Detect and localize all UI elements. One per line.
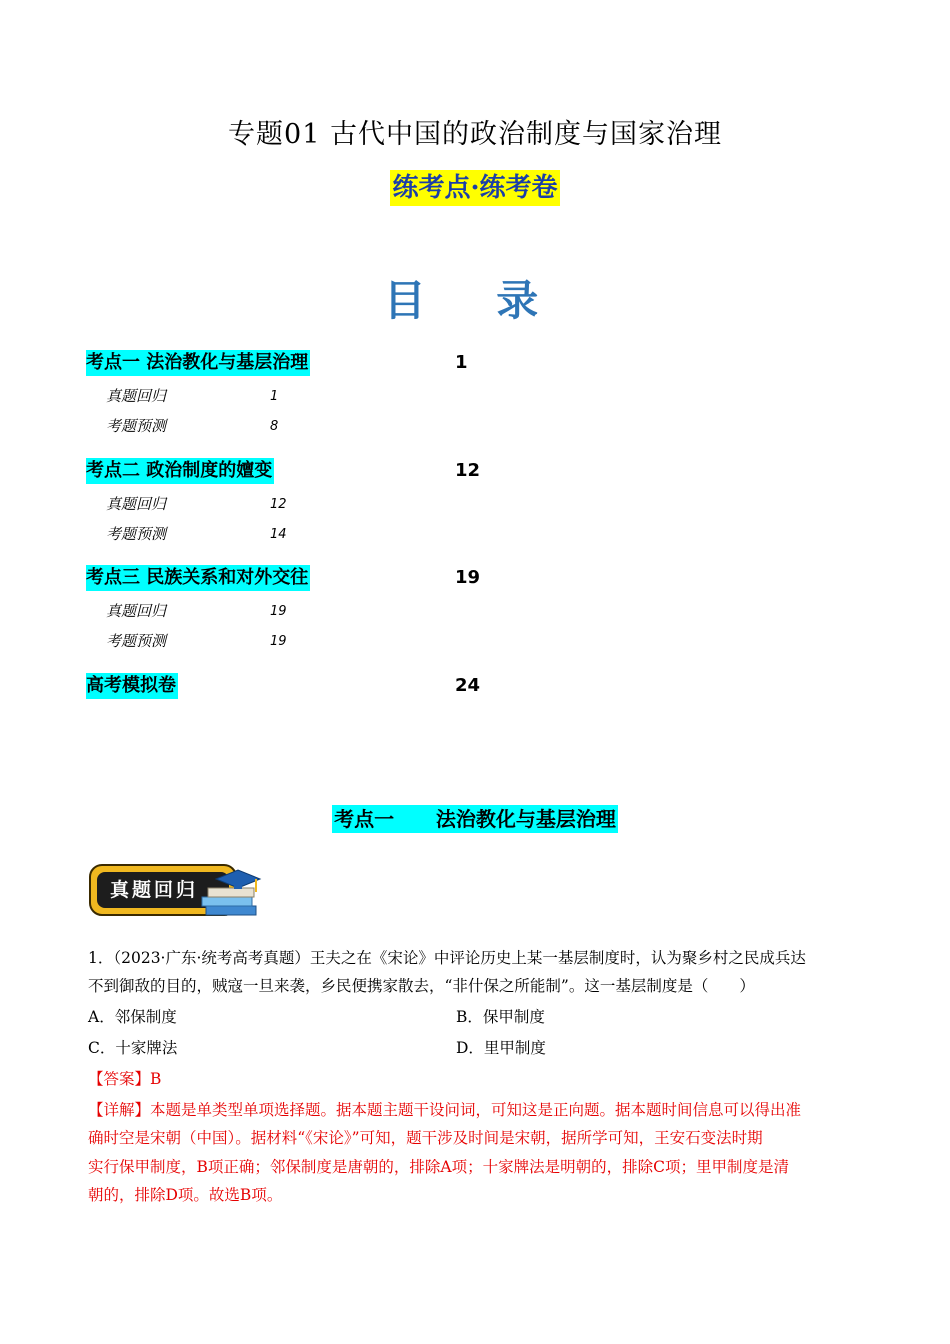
toc-section-1-item-2-page: 8 [270, 419, 279, 434]
toc-section-1-item-1[interactable]: 真题回归 [106, 387, 167, 405]
document-subtitle: 练考点·练考卷 [390, 170, 559, 206]
explanation-line-3: 实行保甲制度，B项正确；邻保制度是唐朝的，排除A项；十家牌法是明朝的，排除C项；里甲制度是清 [88, 1158, 789, 1176]
explanation-line-2: 确时空是宋朝（中国）。据材料“《宋论》”可知，题干涉及时间是宋朝，据所学可知，王安石变法时期 [88, 1129, 763, 1147]
question-stem-line-1: 1．（2023·广东·统考高考真题）王夫之在《宋论》中评论历史上某一基层制度时，认为聚乡村之民成兵达 [88, 949, 806, 967]
toc-section-2-item-2-page: 14 [270, 527, 287, 542]
toc-heading: 目 录 [383, 276, 567, 325]
option-b: B．保甲制度 [456, 1008, 545, 1026]
document-title: 专题01 古代中国的政治制度与国家治理 [228, 119, 722, 150]
subtitle-wrap [0, 170, 950, 206]
toc-section-3-item-2[interactable]: 考题预测 [106, 632, 167, 650]
section-heading-wrap [0, 805, 950, 833]
toc-section-3-link[interactable]: 考点三 民族关系和对外交往 [86, 565, 310, 591]
toc-section-1-item-1-page: 1 [270, 389, 279, 404]
toc-section-1-page: 1 [455, 352, 468, 373]
section-heading: 考点一 法治教化与基层治理 [334, 807, 616, 831]
real-exam-badge [88, 862, 263, 924]
toc-section-4-link[interactable]: 高考模拟卷 [86, 673, 178, 699]
toc-section-1-link[interactable]: 考点一 法治教化与基层治理 [86, 350, 310, 376]
toc-section-2-link[interactable]: 考点二 政治制度的嬗变 [86, 458, 274, 484]
option-d: D．里甲制度 [456, 1039, 546, 1057]
explanation-line-4: 朝的，排除D项。故选B项。 [88, 1186, 283, 1204]
toc-section-4-page: 24 [455, 675, 481, 696]
toc-section-1-item-2[interactable]: 考题预测 [106, 417, 167, 435]
toc-section-2-item-1-page: 12 [270, 497, 287, 512]
answer-line: 【答案】B [88, 1070, 162, 1088]
badge-label: 真题回归 [110, 879, 199, 901]
toc-section-2-item-1[interactable]: 真题回归 [106, 495, 167, 513]
option-c: C．十家牌法 [88, 1039, 178, 1057]
option-a: A．邻保制度 [88, 1008, 177, 1026]
toc-section-3-item-1-page: 19 [270, 604, 287, 619]
toc-section-3-item-1[interactable]: 真题回归 [106, 602, 167, 620]
toc-section-3-page: 19 [455, 567, 481, 588]
toc-section-3-item-2-page: 19 [270, 634, 287, 649]
toc-section-2-item-2[interactable]: 考题预测 [106, 525, 167, 543]
explanation-line-1: 【详解】本题是单类型单项选择题。据本题主题干设问词，可知这是正向题。据本题时间信息可以得出准 [88, 1101, 802, 1119]
toc-section-2-page: 12 [455, 460, 481, 481]
question-stem-line-2: 不到御敌的目的，贼寇一旦来袭，乡民便携家散去，“非什保之所能制”。这一基层制度是（ ） [88, 977, 755, 995]
